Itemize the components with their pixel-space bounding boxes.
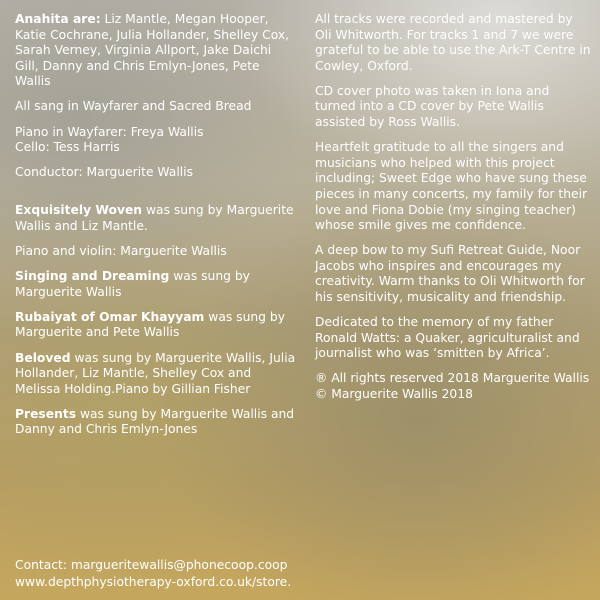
track-detail: Piano and violin: Marguerite Wallis — [15, 244, 227, 259]
track-title: Singing and Dreaming — [15, 269, 170, 284]
dedication: Dedicated to the memory of my father Ronald Watts: a Quaker, agriculturalist and journalist who was ‘smitten by Africa’. — [315, 315, 580, 361]
instrument-credits — [15, 125, 297, 156]
track-title: Rubaiyat of Omar Khayyam — [15, 309, 205, 324]
track-credit-presents — [15, 407, 297, 438]
track-credit-singing-and-dreaming — [15, 269, 297, 300]
track-detail: was sung by Marguerite Wallis, Julia Hollander, Liz Mantle, Shelley Cox and Melissa Holding.Piano by Gillian Fisher — [15, 350, 296, 396]
copyright: © Marguerite Wallis 2018 — [315, 386, 473, 401]
conductor-credit: Conductor: Marguerite Wallis — [15, 165, 193, 180]
right-column — [315, 12, 593, 412]
track-detail: was sung by Marguerite Wallis — [15, 269, 250, 299]
store-link[interactable]: www.depthphysiotherapy-oxford.co.uk/store. — [15, 574, 292, 589]
piano-wayfarer-credit: Piano in Wayfarer: Freya Wallis — [15, 124, 204, 139]
track-title: Exquisitely Woven — [15, 203, 143, 218]
cello-credit: Cello: Tess Harris — [15, 140, 120, 155]
anahita-credits — [15, 12, 297, 90]
piano-violin-credit — [15, 244, 297, 260]
left-column — [15, 12, 297, 447]
track-credit-beloved — [15, 351, 297, 398]
recording-credit: All tracks were recorded and mastered by Oli Whitworth. For tracks 1 and 7 we were grateful to be able to use the Ark-T Centre in Cowley, Oxford. — [315, 12, 591, 73]
track-title: Beloved — [15, 350, 71, 365]
contact-block — [15, 557, 585, 590]
track-credit-exquisitely-woven — [15, 203, 297, 234]
all-sang-note: All sang in Wayfarer and Sacred Bread — [15, 99, 252, 114]
track-credit-rubaiyat — [15, 310, 297, 341]
rights-reserved: ® All rights reserved 2018 Marguerite Wallis — [315, 371, 590, 386]
track-detail: was sung by Marguerite and Pete Wallis — [15, 309, 285, 340]
contact-email[interactable]: Contact: margueritewallis@phonecoop.coop — [15, 558, 288, 572]
anahita-members: Liz Mantle, Megan Hooper, Katie Cochrane, Julia Hollander, Shelley Cox, Sarah Verney, Virginia Allport, Jake Daichi Gill, Danny and Chris Emlyn-Jones, Pete Wallis — [15, 12, 290, 89]
track-detail: was sung by Marguerite Wallis and Danny and Chris Emlyn-Jones — [15, 406, 295, 437]
rights-notice — [315, 371, 593, 402]
track-title: Presents — [15, 406, 77, 421]
cover-photo-credit: CD cover photo was taken in Iona and turned into a CD cover by Pete Wallis assisted by Ross Wallis. — [315, 83, 550, 130]
gratitude-note: Heartfelt gratitude to all the singers and musicians who helped with this project including; Sweet Edge who have sung these pieces in many concerts, my family for their love and Fiona Dobie (my singing teacher) whose smile gives me confidence. — [315, 140, 588, 233]
track-detail: was sung by Marguerite Wallis and Liz Mantle. — [15, 203, 294, 233]
anahita-heading: Anahita are: — [15, 12, 101, 26]
sufi-guide-thanks: A deep bow to my Sufi Retreat Guide, Noor Jacobs who inspires and encourages my creativity. Warm thanks to Oli Whitworth for his sensitivity, musicality and friendship. — [315, 243, 585, 304]
